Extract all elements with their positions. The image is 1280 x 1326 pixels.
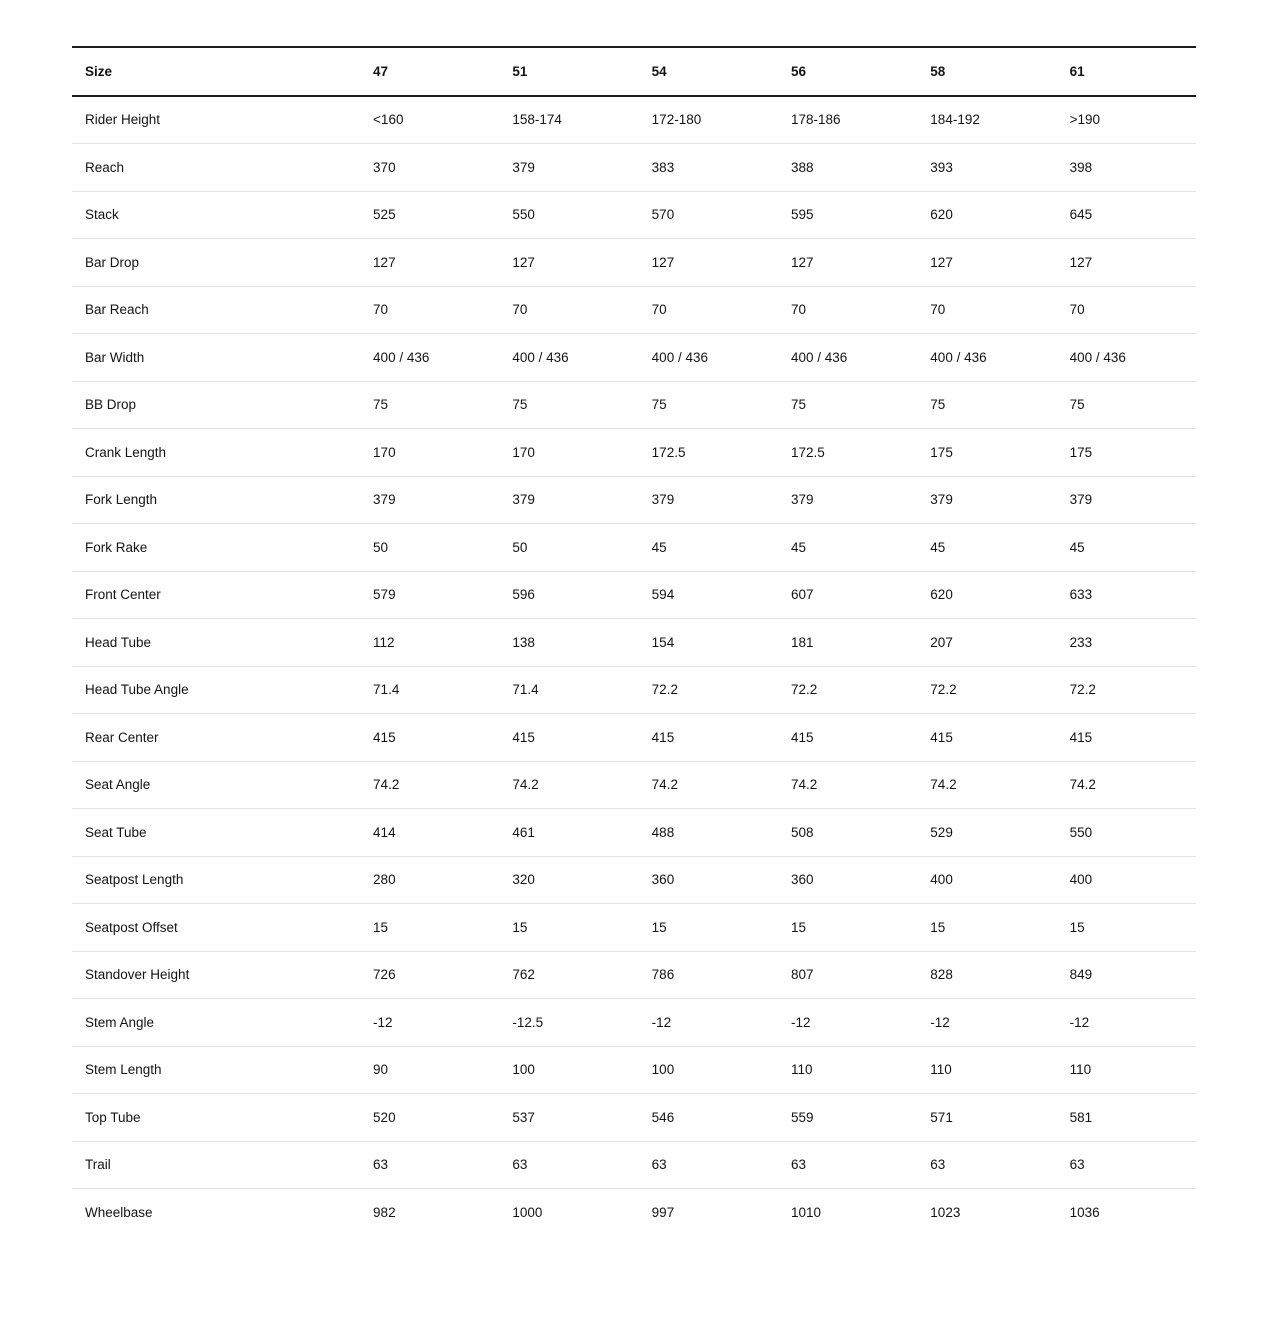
- row-value: 72.2: [639, 666, 778, 714]
- row-value: 620: [917, 191, 1056, 239]
- row-value: 520: [360, 1094, 499, 1142]
- row-value: 110: [1057, 1046, 1196, 1094]
- row-value: 529: [917, 809, 1056, 857]
- row-value: 127: [360, 239, 499, 287]
- row-value: 360: [778, 856, 917, 904]
- row-value: 172.5: [639, 429, 778, 477]
- row-value: 849: [1057, 951, 1196, 999]
- bike-geometry-table: [72, 46, 1196, 1236]
- row-value: 74.2: [778, 761, 917, 809]
- row-value: 112: [360, 619, 499, 667]
- row-value: 127: [639, 239, 778, 287]
- row-value: 100: [639, 1046, 778, 1094]
- row-value: 488: [639, 809, 778, 857]
- table-row: [72, 144, 1196, 192]
- row-value: 50: [360, 524, 499, 572]
- row-value: 379: [499, 476, 638, 524]
- row-value: 1010: [790, 1204, 822, 1220]
- header-cell-size-label: Size: [72, 47, 360, 96]
- row-value: 178-186: [778, 96, 917, 144]
- table-row: [72, 96, 1196, 144]
- row-value: 571: [917, 1094, 1056, 1142]
- row-value: 74.2: [1057, 761, 1196, 809]
- row-value: 762: [499, 951, 638, 999]
- row-value: 127: [1057, 239, 1196, 287]
- row-value: 461: [499, 809, 638, 857]
- row-value: 158-174: [499, 96, 638, 144]
- row-value: 546: [639, 1094, 778, 1142]
- row-value: 400 / 436: [1057, 334, 1196, 382]
- table-row: [72, 286, 1196, 334]
- row-value: 75: [917, 381, 1056, 429]
- row-value: 595: [778, 191, 917, 239]
- row-value: >190: [1057, 96, 1196, 144]
- row-value: 537: [499, 1094, 638, 1142]
- row-value: 379: [360, 476, 499, 524]
- row-value: 607: [778, 571, 917, 619]
- table-row: [72, 381, 1196, 429]
- row-value: 400 / 436: [499, 334, 638, 382]
- row-value: 550: [499, 191, 638, 239]
- row-value: -12: [639, 999, 778, 1047]
- row-value: 320: [499, 856, 638, 904]
- row-label: Stem Length: [72, 1046, 360, 1094]
- header-row: [72, 47, 1196, 96]
- row-value: 400 / 436: [917, 334, 1056, 382]
- row-value: 74.2: [917, 761, 1056, 809]
- table-row: [72, 666, 1196, 714]
- row-value: 233: [1057, 619, 1196, 667]
- row-value: 415: [1057, 714, 1196, 762]
- table-row: [72, 619, 1196, 667]
- row-label: Seat Tube: [72, 809, 360, 857]
- row-value: 100: [499, 1046, 638, 1094]
- row-label: Head Tube Angle: [72, 666, 360, 714]
- row-value: 807: [778, 951, 917, 999]
- row-label: Rear Center: [72, 714, 360, 762]
- row-value: 63: [639, 1141, 778, 1189]
- row-value: 15: [1057, 904, 1196, 952]
- row-value: 181: [778, 619, 917, 667]
- row-value: 15: [360, 904, 499, 952]
- row-value: -12: [360, 999, 499, 1047]
- row-value: 415: [778, 714, 917, 762]
- row-value: 786: [639, 951, 778, 999]
- row-label: Bar Drop: [72, 239, 360, 287]
- row-value: 360: [639, 856, 778, 904]
- row-label: Trail: [72, 1141, 360, 1189]
- row-value: 127: [499, 239, 638, 287]
- row-value: 400: [1057, 856, 1196, 904]
- row-value: <160: [360, 96, 499, 144]
- row-value: 71.4: [499, 666, 638, 714]
- row-value: 550: [1057, 809, 1196, 857]
- row-value: 63: [360, 1141, 499, 1189]
- row-value: 110: [778, 1046, 917, 1094]
- row-value: 379: [917, 476, 1056, 524]
- row-value: -12: [778, 999, 917, 1047]
- row-value: 70: [360, 286, 499, 334]
- row-value: 74.2: [639, 761, 778, 809]
- row-value: 400 / 436: [639, 334, 778, 382]
- row-label: Wheelbase: [85, 1204, 153, 1220]
- row-label: Seatpost Length: [72, 856, 360, 904]
- row-label: Fork Length: [72, 476, 360, 524]
- row-value: 414: [360, 809, 499, 857]
- row-value: 633: [1057, 571, 1196, 619]
- row-value: 45: [1057, 524, 1196, 572]
- row-value: 71.4: [360, 666, 499, 714]
- row-value: 75: [778, 381, 917, 429]
- table-row: [72, 856, 1196, 904]
- row-value: 828: [917, 951, 1056, 999]
- row-value: 172.5: [778, 429, 917, 477]
- row-value: 72.2: [917, 666, 1056, 714]
- row-value: 70: [639, 286, 778, 334]
- row-value: 388: [778, 144, 917, 192]
- row-value: 175: [917, 429, 1056, 477]
- row-value: 280: [360, 856, 499, 904]
- row-value: 72.2: [1057, 666, 1196, 714]
- table-row: [72, 1141, 1196, 1189]
- header-cell-size-1: 47: [360, 47, 499, 96]
- row-value: 138: [499, 619, 638, 667]
- header-cell-size-3: 54: [639, 47, 778, 96]
- row-value: 400: [917, 856, 1056, 904]
- row-value: 1023: [930, 1204, 961, 1220]
- row-value: 70: [778, 286, 917, 334]
- row-value: 175: [1057, 429, 1196, 477]
- row-label: Top Tube: [72, 1094, 360, 1142]
- row-value: 70: [1057, 286, 1196, 334]
- row-value: 63: [499, 1141, 638, 1189]
- table-row: [72, 1094, 1196, 1142]
- header-cell-size-2: 51: [499, 47, 638, 96]
- table-row: [72, 334, 1196, 382]
- row-value: 50: [499, 524, 638, 572]
- row-label: Seatpost Offset: [72, 904, 360, 952]
- row-value: 370: [360, 144, 499, 192]
- row-value: 415: [360, 714, 499, 762]
- row-value: 172-180: [639, 96, 778, 144]
- row-value: 525: [360, 191, 499, 239]
- row-label: Rider Height: [72, 96, 360, 144]
- row-value: 379: [499, 144, 638, 192]
- row-value: 15: [499, 904, 638, 952]
- header-cell-size-4: 56: [778, 47, 917, 96]
- row-value: 45: [639, 524, 778, 572]
- row-label: Seat Angle: [72, 761, 360, 809]
- row-value: 90: [360, 1046, 499, 1094]
- row-value: 508: [778, 809, 917, 857]
- row-value: 383: [639, 144, 778, 192]
- row-value: 594: [639, 571, 778, 619]
- row-value: 726: [360, 951, 499, 999]
- row-value: 620: [917, 571, 1056, 619]
- row-value: 74.2: [360, 761, 499, 809]
- row-value: 70: [499, 286, 638, 334]
- row-value: 15: [639, 904, 778, 952]
- row-label: Stem Angle: [72, 999, 360, 1047]
- row-label: BB Drop: [72, 381, 360, 429]
- header-cell-size-6: 61: [1057, 47, 1196, 96]
- row-value: 379: [778, 476, 917, 524]
- row-value: 400 / 436: [778, 334, 917, 382]
- row-value: 75: [499, 381, 638, 429]
- row-value: 75: [639, 381, 778, 429]
- row-value: 1036: [1069, 1204, 1100, 1220]
- row-label: Reach: [72, 144, 360, 192]
- row-value: 75: [360, 381, 499, 429]
- row-value: 63: [917, 1141, 1056, 1189]
- row-value: 581: [1057, 1094, 1196, 1142]
- table-body: [72, 96, 1196, 1236]
- row-value: 127: [778, 239, 917, 287]
- row-label: Fork Rake: [72, 524, 360, 572]
- row-value: 398: [1057, 144, 1196, 192]
- row-value: 63: [1057, 1141, 1196, 1189]
- row-value: 45: [917, 524, 1056, 572]
- row-label: Standover Height: [72, 951, 360, 999]
- row-value: 379: [639, 476, 778, 524]
- row-value: 127: [917, 239, 1056, 287]
- row-value: 415: [639, 714, 778, 762]
- table-head: [72, 47, 1196, 96]
- row-value: 415: [499, 714, 638, 762]
- row-value: -12: [917, 999, 1056, 1047]
- table-row: [72, 761, 1196, 809]
- row-value: 379: [1057, 476, 1196, 524]
- row-label: Bar Width: [72, 334, 360, 382]
- table-row: [72, 571, 1196, 619]
- row-label: Stack: [72, 191, 360, 239]
- row-value: 72.2: [778, 666, 917, 714]
- row-label: Front Center: [72, 571, 360, 619]
- row-value: 596: [499, 571, 638, 619]
- table-row: [72, 999, 1196, 1047]
- row-value: 184-192: [917, 96, 1056, 144]
- row-label: Crank Length: [72, 429, 360, 477]
- table-row: [72, 524, 1196, 572]
- row-value: 579: [360, 571, 499, 619]
- row-value: 170: [499, 429, 638, 477]
- row-value: 15: [917, 904, 1056, 952]
- table-row: [72, 239, 1196, 287]
- row-value: 1000: [512, 1204, 543, 1220]
- table-row: [72, 191, 1196, 239]
- row-value: 63: [778, 1141, 917, 1189]
- row-value: 415: [917, 714, 1056, 762]
- header-cell-size-5: 58: [917, 47, 1056, 96]
- table-row: [72, 476, 1196, 524]
- row-value: 982: [373, 1204, 396, 1220]
- row-value: 207: [917, 619, 1056, 667]
- row-value: 110: [917, 1046, 1056, 1094]
- row-value: 170: [360, 429, 499, 477]
- row-value: -12.5: [499, 999, 638, 1047]
- row-value: 75: [1057, 381, 1196, 429]
- table-row: [72, 714, 1196, 762]
- table-row: [72, 1189, 1196, 1237]
- row-value: 997: [651, 1204, 675, 1220]
- row-value: -12: [1057, 999, 1196, 1047]
- table-row: [72, 1046, 1196, 1094]
- row-value: 45: [778, 524, 917, 572]
- table-row: [72, 429, 1196, 477]
- row-value: 645: [1057, 191, 1196, 239]
- row-value: 154: [639, 619, 778, 667]
- row-value: 559: [778, 1094, 917, 1142]
- row-value: 400 / 436: [360, 334, 499, 382]
- row-value: 570: [639, 191, 778, 239]
- row-value: 74.2: [499, 761, 638, 809]
- row-value: 393: [917, 144, 1056, 192]
- table-row: [72, 951, 1196, 999]
- table-row: [72, 904, 1196, 952]
- row-label: Head Tube: [72, 619, 360, 667]
- table-row: [72, 809, 1196, 857]
- row-value: 70: [917, 286, 1056, 334]
- row-label: Bar Reach: [72, 286, 360, 334]
- row-value: 15: [778, 904, 917, 952]
